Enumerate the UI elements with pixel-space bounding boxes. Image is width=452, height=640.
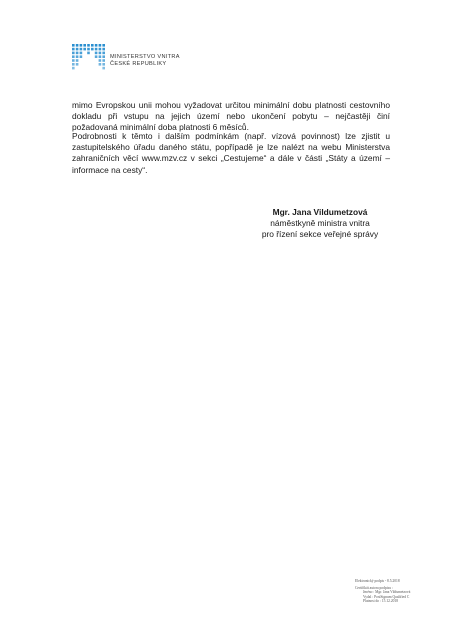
signatory-title-2: pro řízení sekce veřejné správy [261,229,379,239]
body-paragraph-1: mimo Evropskou unii mohou vyžadovat určitou minimální dobu platnosti cestovního dokladu při vstupu na jejich území nebo ukončení pobytu – nejčastěji činí požadovaná minimální doba platnosti 6 měsíců. [72,100,390,133]
body-paragraph-2: Podrobnosti k těmto i dalším podmínkám (např. vízová povinnost) lze zjistit u zastupitelského úřadu daného státu, popřípadě je lze nalézt na webu Ministerstva zahraničních věcí www.mzv.cz v sekci „Cestujeme“ a dále v části „Státy a území – informace na cesty“. [72,131,390,175]
signatory-title-1: náměstkyně ministra vnitra [270,218,370,228]
ministry-emblem-icon [70,40,110,74]
logo-line-2: ČESKÉ REPUBLIKY [110,61,167,67]
esign-validity: Platnost do : 15.12.2018 [363,599,399,604]
logo-text [110,54,180,68]
esign-issuer: Vydal : PostSignum Qualified C [363,594,410,599]
electronic-signature-stamp [355,579,435,604]
esign-name: Jméno : Mgr. Jana Vildumetzová [363,590,411,595]
signature-block [210,207,430,240]
logo-line-1: MINISTERSTVO VNITRA [110,54,180,60]
esign-date: Elektronický podpis - 8.5.2018 [355,579,400,583]
esign-cert-label: Certifikát autora podpisu : [355,585,393,590]
ministry-logo [70,40,230,74]
signatory-name: Mgr. Jana Vildumetzová [272,207,368,217]
